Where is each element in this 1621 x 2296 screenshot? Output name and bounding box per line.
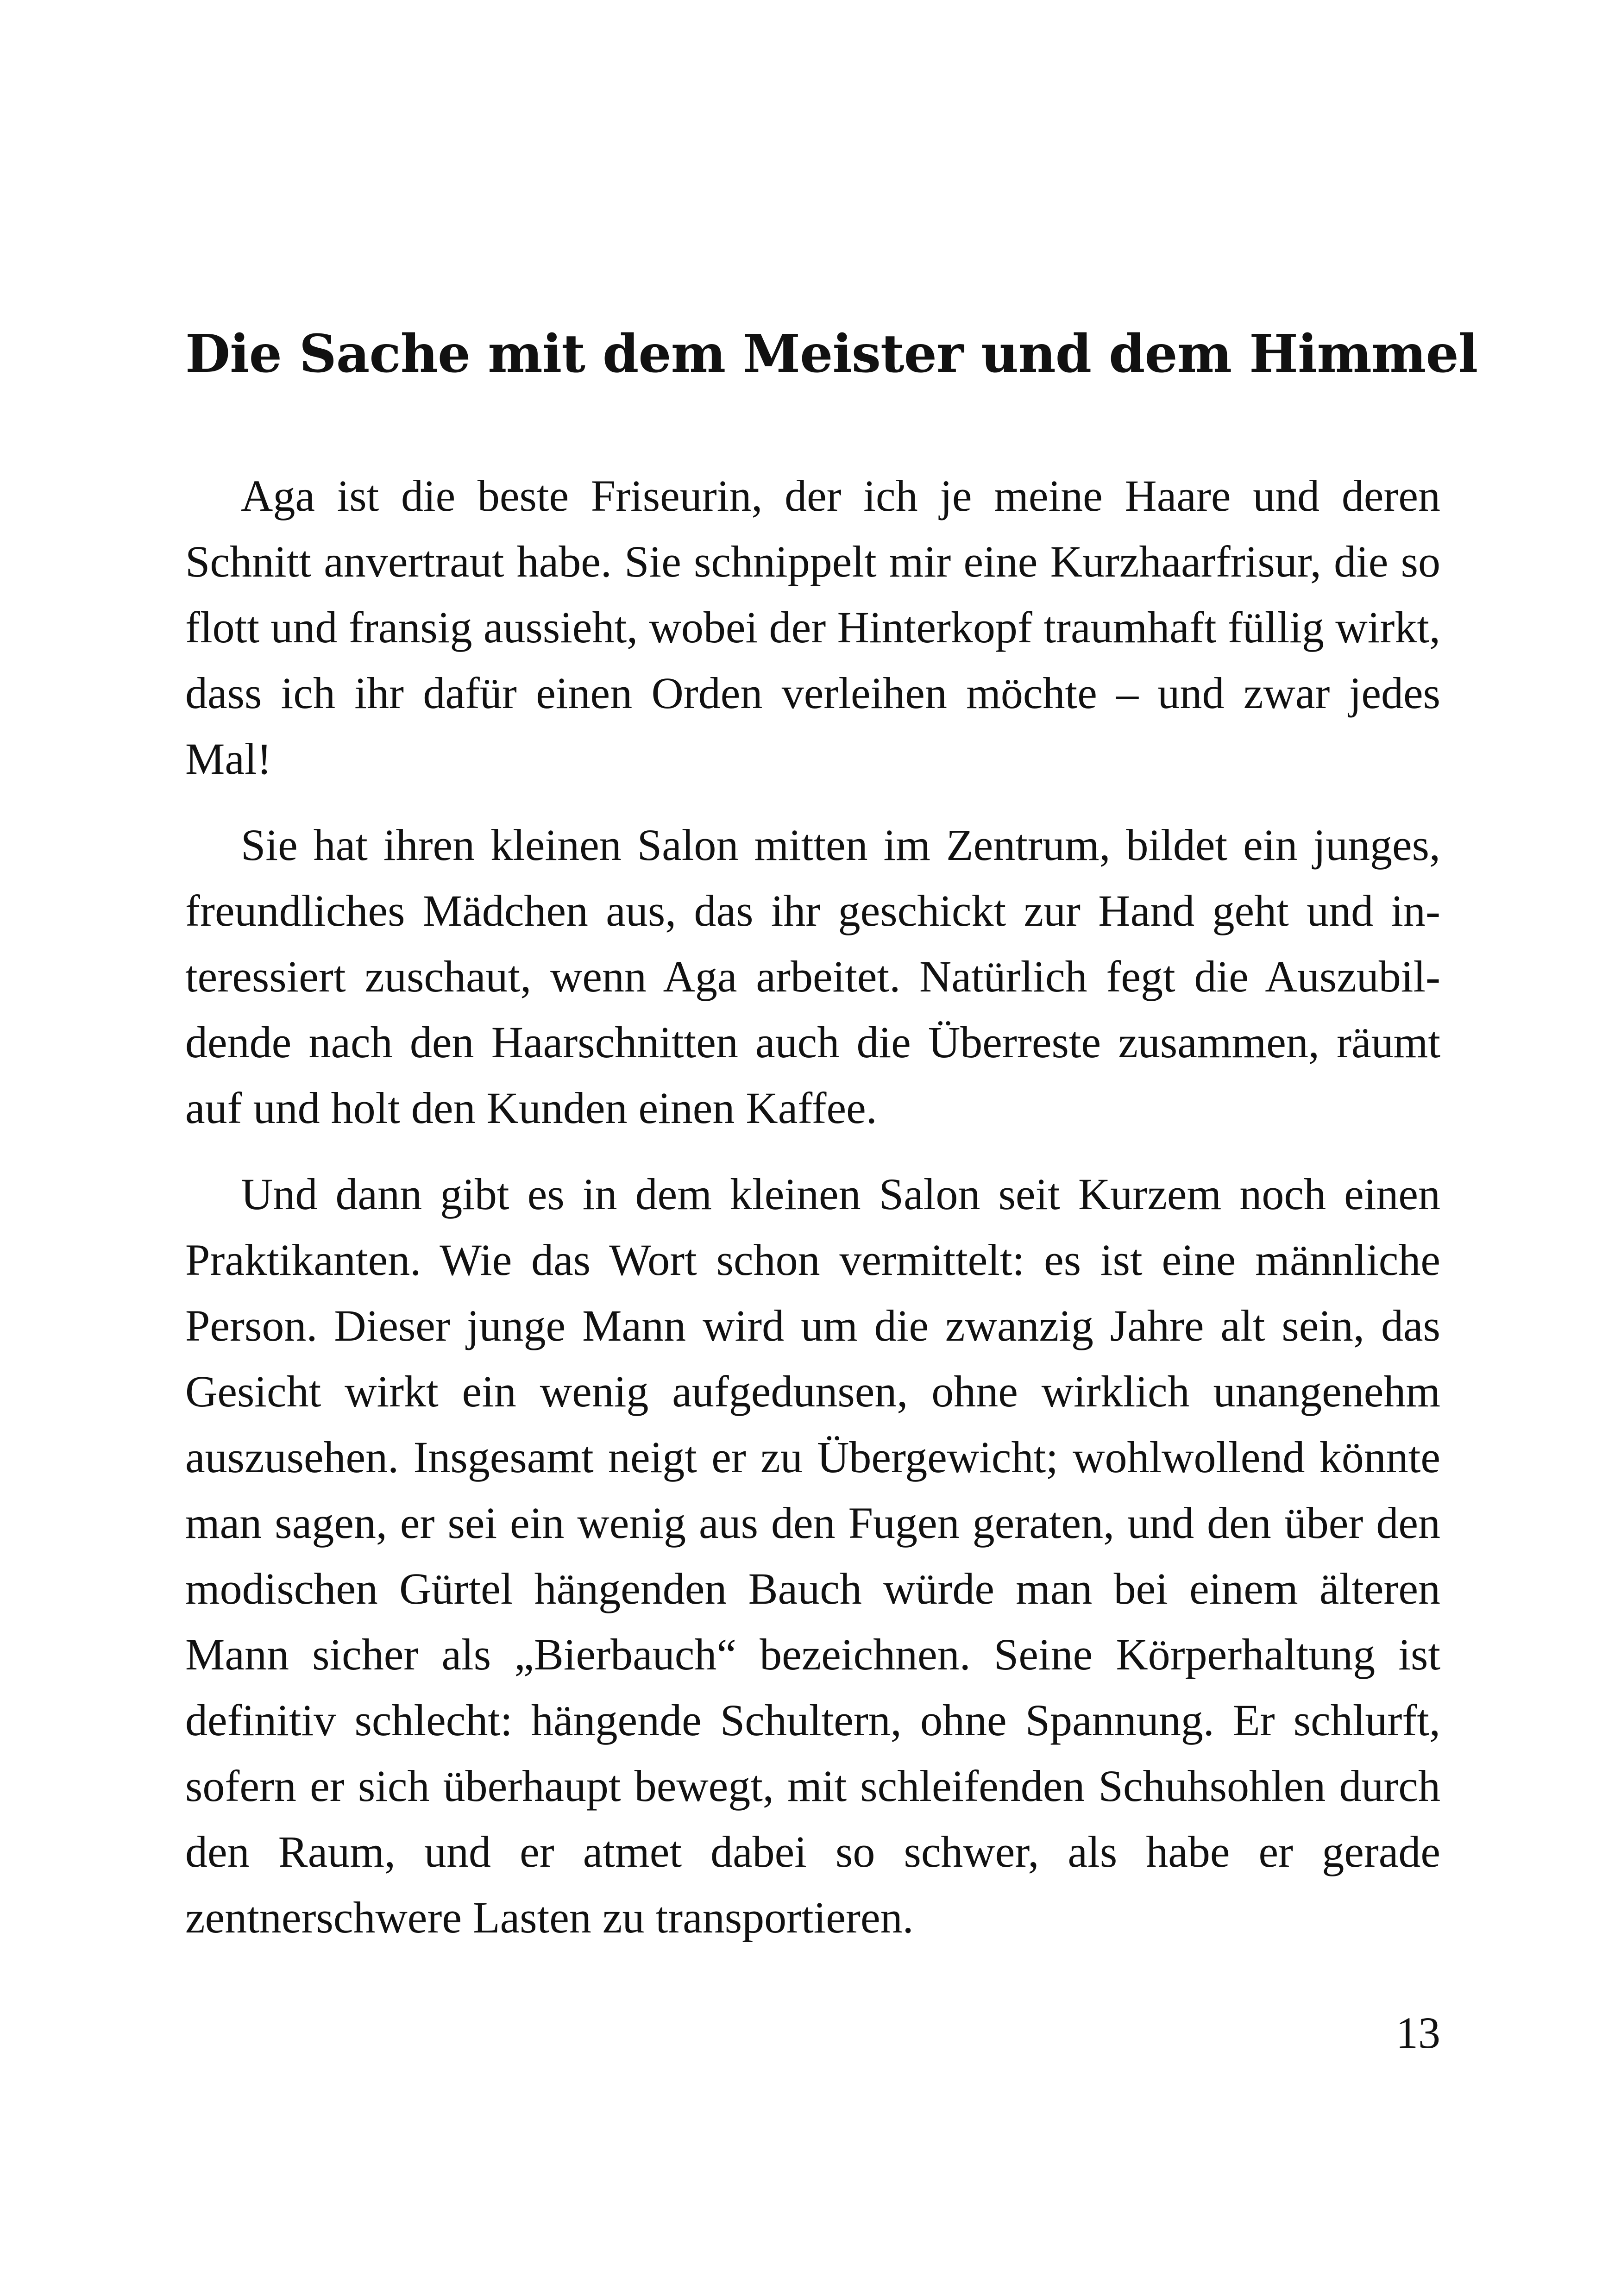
page-number: 13 [1396, 2008, 1440, 2058]
paragraph-3: Und dann gibt es in dem kleinen Salon seit Kurzem noch einen Praktikanten. Wie das Wort schon vermittelt: es ist eine männliche Person. Dieser junge Mann wird um die zwanzig Jahre alt sein, das Gesicht wirkt ein wenig aufgedunsen, ohne wirklich unangenehm auszusehen. Insgesamt neigt er zu Übergewicht; wohlwollend könnte man sagen, er sei ein wenig aus den Fugen geraten, und den über den modischen Gürtel hängenden Bauch würde man bei einem älteren Mann sicher als „Bierbauch“ bezeichnen. Seine Körperhaltung ist definitiv schlecht: hängende Schultern, ohne Spannung. Er schlurft, sofern er sich überhaupt bewegt, mit schleifenden Schuhsohlen durch den Raum, und er atmet dabei so schwer, als habe er gerade zentnerschwere Lasten zu transportieren. [185, 1169, 1440, 1942]
paragraph-1: Aga ist die beste Friseurin, der ich je meine Haare und deren Schnitt anvertraut habe. Sie schnippelt mir eine Kurzhaarfrisur, die so flott und fransig aussieht, wobei der Hinterkopf traumhaft füllig wirkt, dass ich ihr dafür einen Orden verleihen möchte – und zwar jedes Mal! [185, 471, 1440, 784]
body-text [185, 463, 1440, 1971]
paragraph-2: Sie hat ihren kleinen Salon mitten im Zentrum, bildet ein junges, freundliches Mädchen aus, das ihr geschickt zur Hand geht und interessiert zuschaut, wenn Aga arbeitet. Natürlich fegt die Auszubildende nach den Haarschnitten auch die Überreste zusammen, räumt auf und holt den Kunden einen Kaffee. [185, 820, 1440, 1133]
chapter-title: Die Sache mit dem Meister und dem Himmel [185, 324, 1478, 384]
